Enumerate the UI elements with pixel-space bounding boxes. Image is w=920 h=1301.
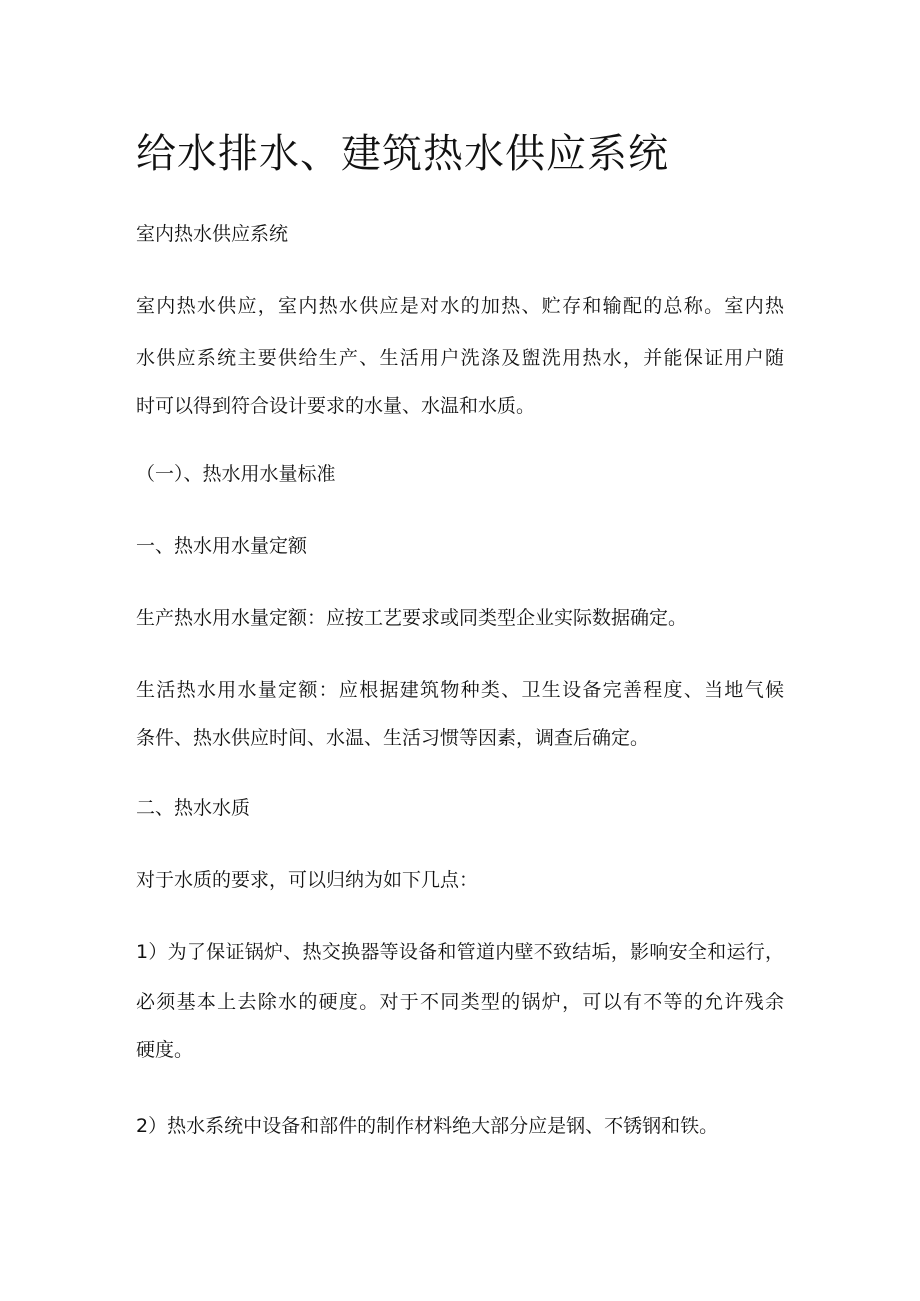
list-item-text: 硬度。 — [136, 1039, 194, 1061]
body-text-line: 生活热水用水量定额：应根据建筑物种类、卫生设备完善程度、当地气候 — [136, 679, 784, 701]
body-text-line: 对于水质的要求，可以归纳为如下几点： — [136, 869, 479, 891]
body-text-line: 条件、热水供应时间、水温、生活习惯等因素，调查后确定。 — [136, 727, 650, 749]
list-item-text: 必须基本上去除水的硬度。对于不同类型的锅炉，可以有不等的允许残余 — [136, 991, 784, 1013]
body-text-line: 生产热水用水量定额：应按工艺要求或同类型企业实际数据确定。 — [136, 607, 688, 629]
body-text-line: 时可以得到符合设计要求的水量、水温和水质。 — [136, 395, 536, 417]
list-item-text: 1）为了保证锅炉、热交换器等设备和管道内壁不致结垢，影响安全和运行， — [136, 941, 784, 963]
section-heading-quota: 一、热水用水量定额 — [136, 535, 308, 557]
section-heading-standard: （一）、热水用水量标准 — [136, 463, 336, 485]
document-title: 给水排水、建筑热水供应系统 — [136, 131, 669, 177]
section-heading-indoor-hot-water: 室内热水供应系统 — [136, 223, 289, 245]
body-text-line: 室内热水供应，室内热水供应是对水的加热、贮存和输配的总称。室内热 — [136, 295, 784, 317]
body-text-line: 水供应系统主要供给生产、生活用户洗涤及盥洗用热水，并能保证用户随 — [136, 347, 784, 369]
list-item-text: 2）热水系统中设备和部件的制作材料绝大部分应是钢、不锈钢和铁。 — [136, 1115, 719, 1137]
section-heading-water-quality: 二、热水水质 — [136, 797, 251, 819]
